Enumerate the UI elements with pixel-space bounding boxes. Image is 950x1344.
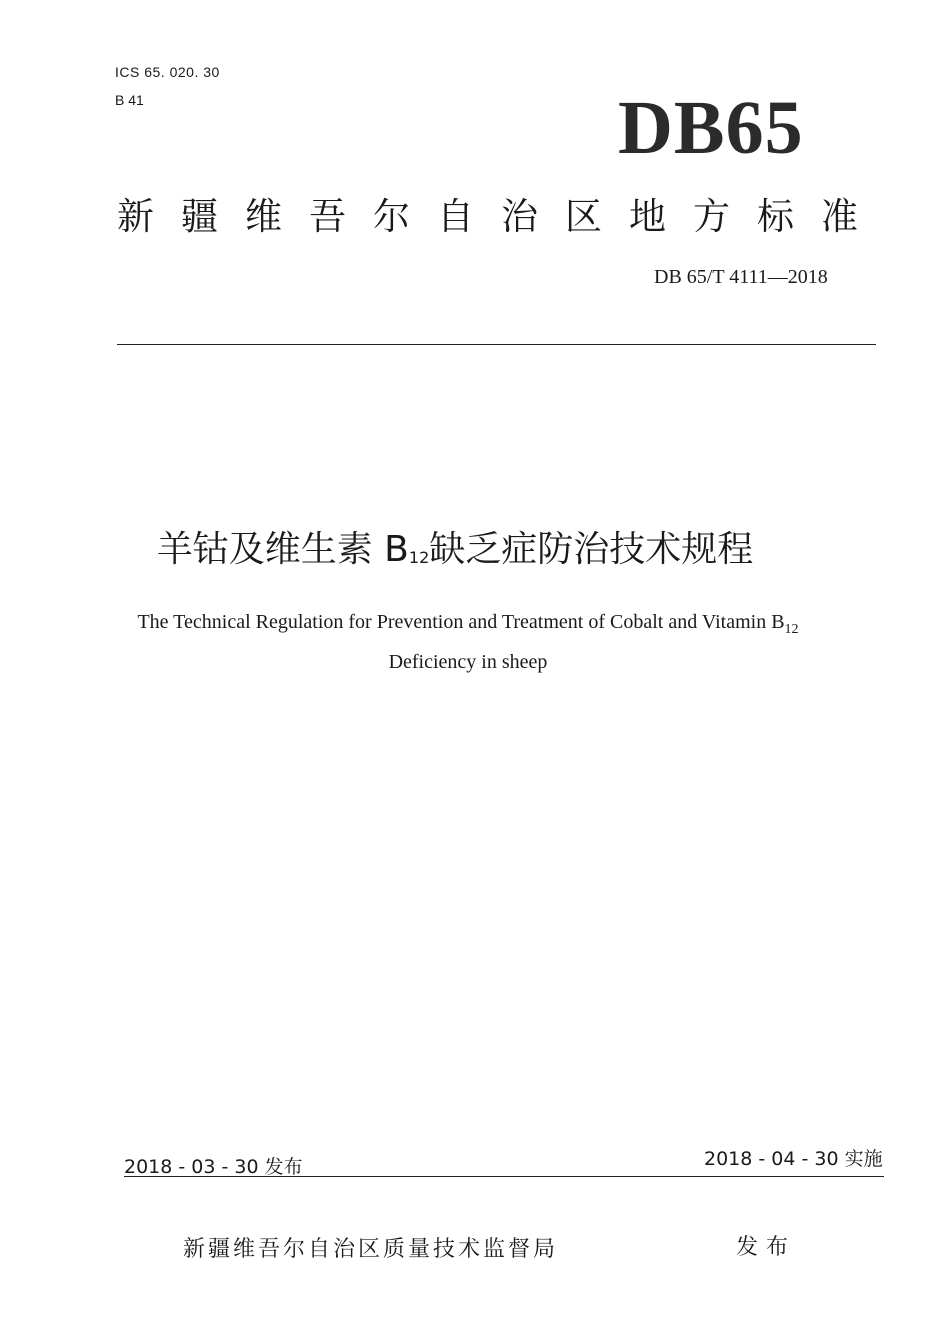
effective-date: 2018 - 04 - 30 实施 (704, 1148, 883, 1170)
standard-number: DB 65/T 4111—2018 (654, 266, 828, 288)
standard-code-logo: DB65 (618, 86, 804, 170)
title-cn-part1: 羊钴及维生素 B (156, 529, 409, 570)
title-chinese (0, 526, 950, 580)
title-en-line1: The Technical Regulation for Prevention and Treatment of Cobalt and Vitamin $B_{12}$ (137, 611, 799, 637)
title-cn-part2: 缺乏症防治技术规程 (429, 529, 754, 570)
title-en-line2: Deficiency in sheep (388, 651, 548, 673)
issuing-authority: 新疆维吾尔自治区质量技术监督局 (183, 1237, 559, 1262)
title-en-subscript: 12 (784, 622, 799, 637)
standard-type-heading: 新疆维吾尔自治区地方标准 (117, 195, 885, 238)
header-divider (117, 344, 876, 345)
title-cn-subscript: 12 (408, 548, 430, 567)
classification-code: B 41 (115, 92, 144, 108)
title-english (0, 606, 950, 678)
issue-label: 发布 (736, 1235, 797, 1260)
ics-code: ICS 65. 020. 30 (115, 64, 220, 80)
footer-divider (124, 1176, 884, 1177)
publish-date: 2018 - 03 - 30 发布 (124, 1156, 303, 1178)
